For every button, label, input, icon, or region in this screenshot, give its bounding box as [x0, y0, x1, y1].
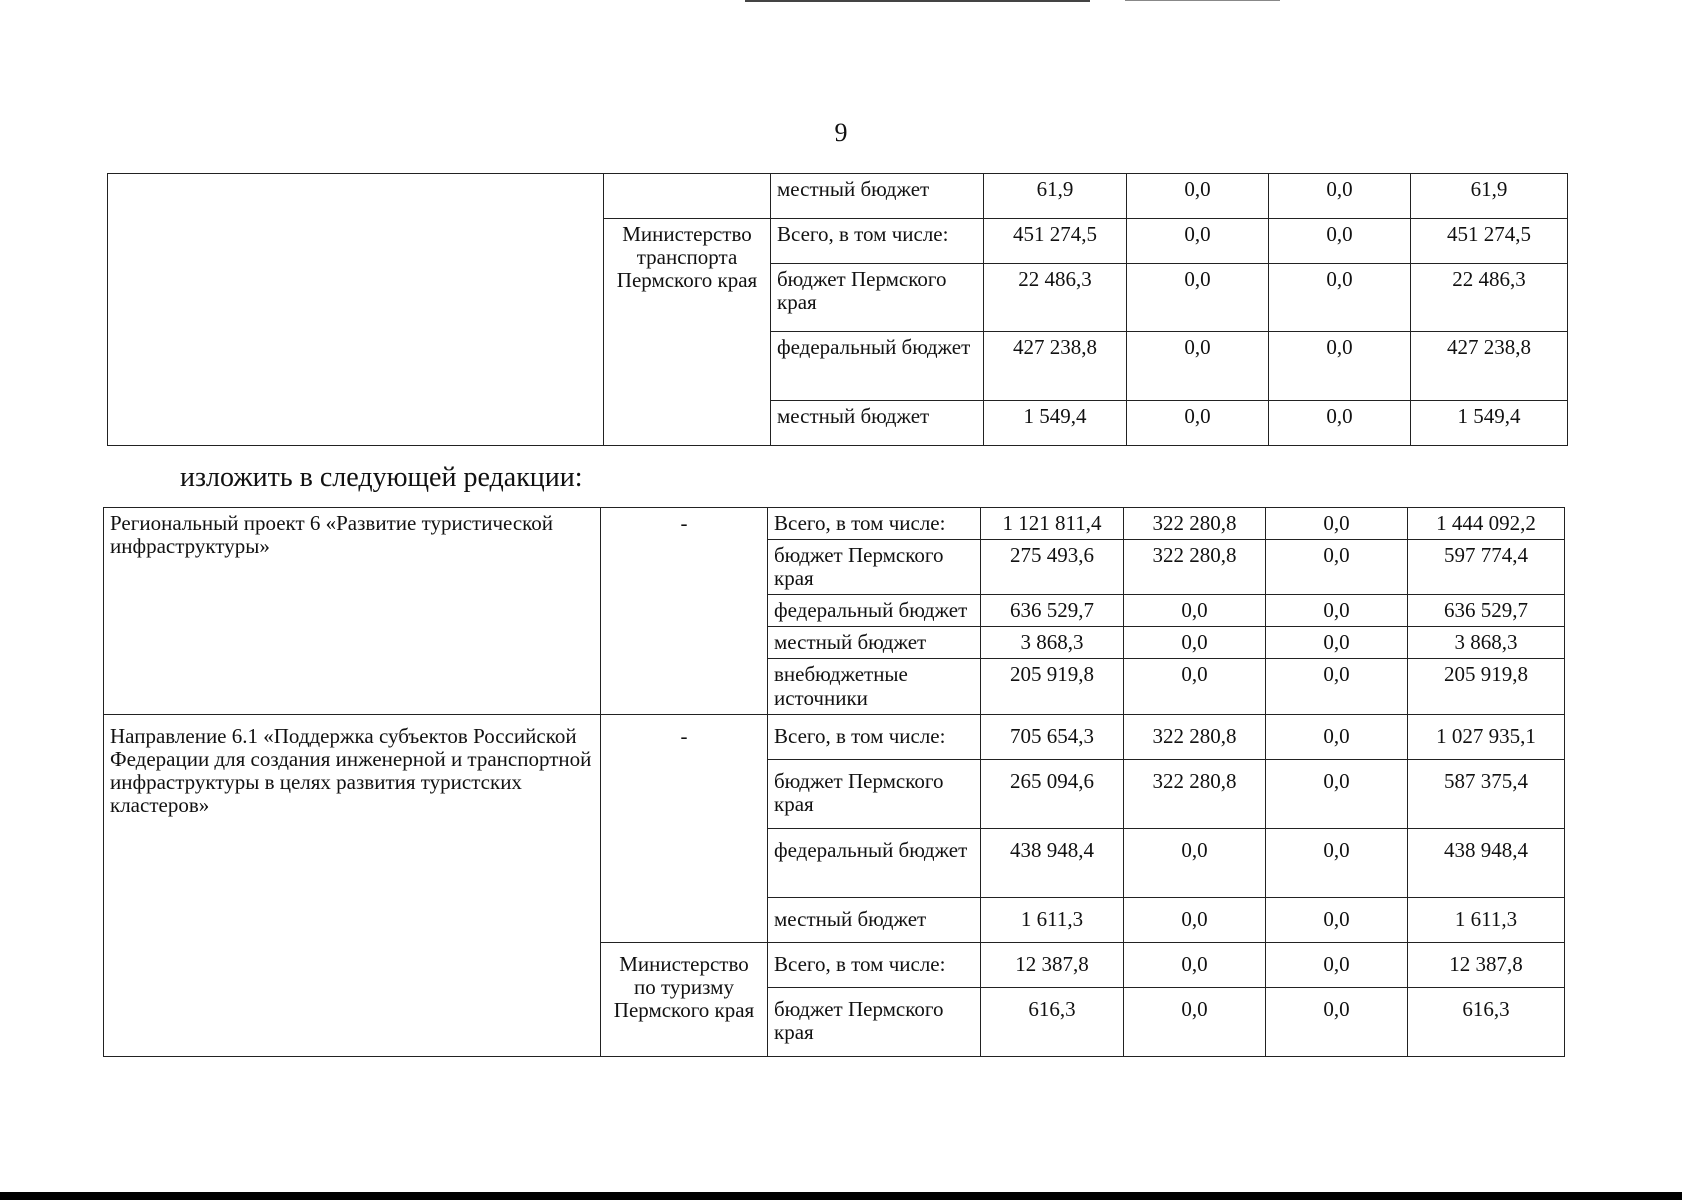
value-cell: 705 654,3 [981, 714, 1124, 759]
value-cell: 12 387,8 [981, 942, 1124, 987]
value-cell: 451 274,5 [984, 219, 1127, 264]
value-cell: 0,0 [1124, 595, 1266, 627]
row-label: местный бюджет [771, 401, 984, 446]
value-cell: 0,0 [1127, 332, 1269, 401]
table-row [108, 174, 1568, 219]
value-cell: 0,0 [1124, 627, 1266, 659]
page-number: 9 [834, 118, 848, 147]
executor-ministry-transport: Министерство транспорта Пермского края [604, 219, 771, 446]
row-label: местный бюджет [768, 627, 981, 659]
executor-cell: - [601, 714, 768, 942]
total-cell: 61,9 [1411, 174, 1568, 219]
value-cell: 0,0 [1269, 264, 1411, 332]
value-cell: 275 493,6 [981, 540, 1124, 595]
value-cell: 1 549,4 [984, 401, 1127, 446]
value-cell: 0,0 [1124, 987, 1266, 1056]
value-cell: 0,0 [1127, 174, 1269, 219]
value-cell: 0,0 [1124, 897, 1266, 942]
value-cell: 0,0 [1266, 508, 1408, 540]
total-cell: 587 375,4 [1408, 759, 1565, 828]
value-cell: 0,0 [1127, 264, 1269, 332]
value-cell: 265 094,6 [981, 759, 1124, 828]
value-cell: 0,0 [1266, 714, 1408, 759]
empty-name-cell [108, 174, 604, 446]
total-cell: 616,3 [1408, 987, 1565, 1056]
total-cell: 597 774,4 [1408, 540, 1565, 595]
budget-table-old [107, 173, 1568, 446]
value-cell: 1 121 811,4 [981, 508, 1124, 540]
row-label: Всего, в том числе: [768, 942, 981, 987]
value-cell: 0,0 [1266, 942, 1408, 987]
executor-ministry-tourism: Министерство по туризму Пермского края [601, 942, 768, 1056]
row-label: Всего, в том числе: [768, 508, 981, 540]
row-label: федеральный бюджет [768, 595, 981, 627]
budget-table-new [103, 507, 1565, 1057]
value-cell: 616,3 [981, 987, 1124, 1056]
value-cell: 0,0 [1269, 219, 1411, 264]
value-cell: 1 611,3 [981, 897, 1124, 942]
value-cell: 0,0 [1124, 942, 1266, 987]
table-row [104, 714, 1565, 759]
total-cell: 205 919,8 [1408, 659, 1565, 714]
total-cell: 1 027 935,1 [1408, 714, 1565, 759]
project-name-cell: Региональный проект 6 «Развитие туристической инфраструктуры» [104, 508, 601, 715]
row-label: федеральный бюджет [768, 828, 981, 897]
value-cell: 322 280,8 [1124, 714, 1266, 759]
total-cell: 12 387,8 [1408, 942, 1565, 987]
total-cell: 1 549,4 [1411, 401, 1568, 446]
value-cell: 61,9 [984, 174, 1127, 219]
value-cell: 0,0 [1266, 540, 1408, 595]
value-cell: 427 238,8 [984, 332, 1127, 401]
value-cell: 0,0 [1266, 828, 1408, 897]
executor-cell: - [601, 508, 768, 715]
total-cell: 451 274,5 [1411, 219, 1568, 264]
total-cell: 3 868,3 [1408, 627, 1565, 659]
value-cell: 0,0 [1266, 897, 1408, 942]
value-cell: 0,0 [1127, 401, 1269, 446]
row-label: бюджет Пермского края [768, 759, 981, 828]
total-cell: 1 611,3 [1408, 897, 1565, 942]
table-row [104, 508, 1565, 540]
value-cell: 636 529,7 [981, 595, 1124, 627]
total-cell: 22 486,3 [1411, 264, 1568, 332]
total-cell: 1 444 092,2 [1408, 508, 1565, 540]
row-label: местный бюджет [768, 897, 981, 942]
value-cell: 0,0 [1269, 332, 1411, 401]
value-cell: 0,0 [1127, 219, 1269, 264]
value-cell: 0,0 [1269, 401, 1411, 446]
scan-top-rule [745, 0, 1090, 2]
value-cell: 322 280,8 [1124, 759, 1266, 828]
empty-executor-cell [604, 174, 771, 219]
value-cell: 0,0 [1266, 627, 1408, 659]
scan-bottom-border [0, 1192, 1682, 1200]
value-cell: 0,0 [1266, 987, 1408, 1056]
value-cell: 0,0 [1266, 759, 1408, 828]
value-cell: 0,0 [1269, 174, 1411, 219]
value-cell: 322 280,8 [1124, 540, 1266, 595]
value-cell: 438 948,4 [981, 828, 1124, 897]
row-label: местный бюджет [771, 174, 984, 219]
total-cell: 636 529,7 [1408, 595, 1565, 627]
total-cell: 438 948,4 [1408, 828, 1565, 897]
value-cell: 322 280,8 [1124, 508, 1266, 540]
scan-top-rule-secondary [1125, 0, 1280, 1]
row-label: бюджет Пермского края [771, 264, 984, 332]
row-label: бюджет Пермского края [768, 540, 981, 595]
row-label: бюджет Пермского края [768, 987, 981, 1056]
value-cell: 0,0 [1124, 659, 1266, 714]
value-cell: 3 868,3 [981, 627, 1124, 659]
value-cell: 0,0 [1266, 595, 1408, 627]
value-cell: 0,0 [1266, 659, 1408, 714]
value-cell: 22 486,3 [984, 264, 1127, 332]
section-heading: изложить в следующей редакции: [180, 462, 583, 493]
value-cell: 205 919,8 [981, 659, 1124, 714]
row-label: федеральный бюджет [771, 332, 984, 401]
total-cell: 427 238,8 [1411, 332, 1568, 401]
row-label: Всего, в том числе: [768, 714, 981, 759]
row-label: внебюджетные источники [768, 659, 981, 714]
direction-name-cell: Направление 6.1 «Поддержка субъектов Российской Федерации для создания инженерной и транспортной инфраструктуры в целях развития туристских кластеров» [104, 714, 601, 1056]
row-label: Всего, в том числе: [771, 219, 984, 264]
value-cell: 0,0 [1124, 828, 1266, 897]
